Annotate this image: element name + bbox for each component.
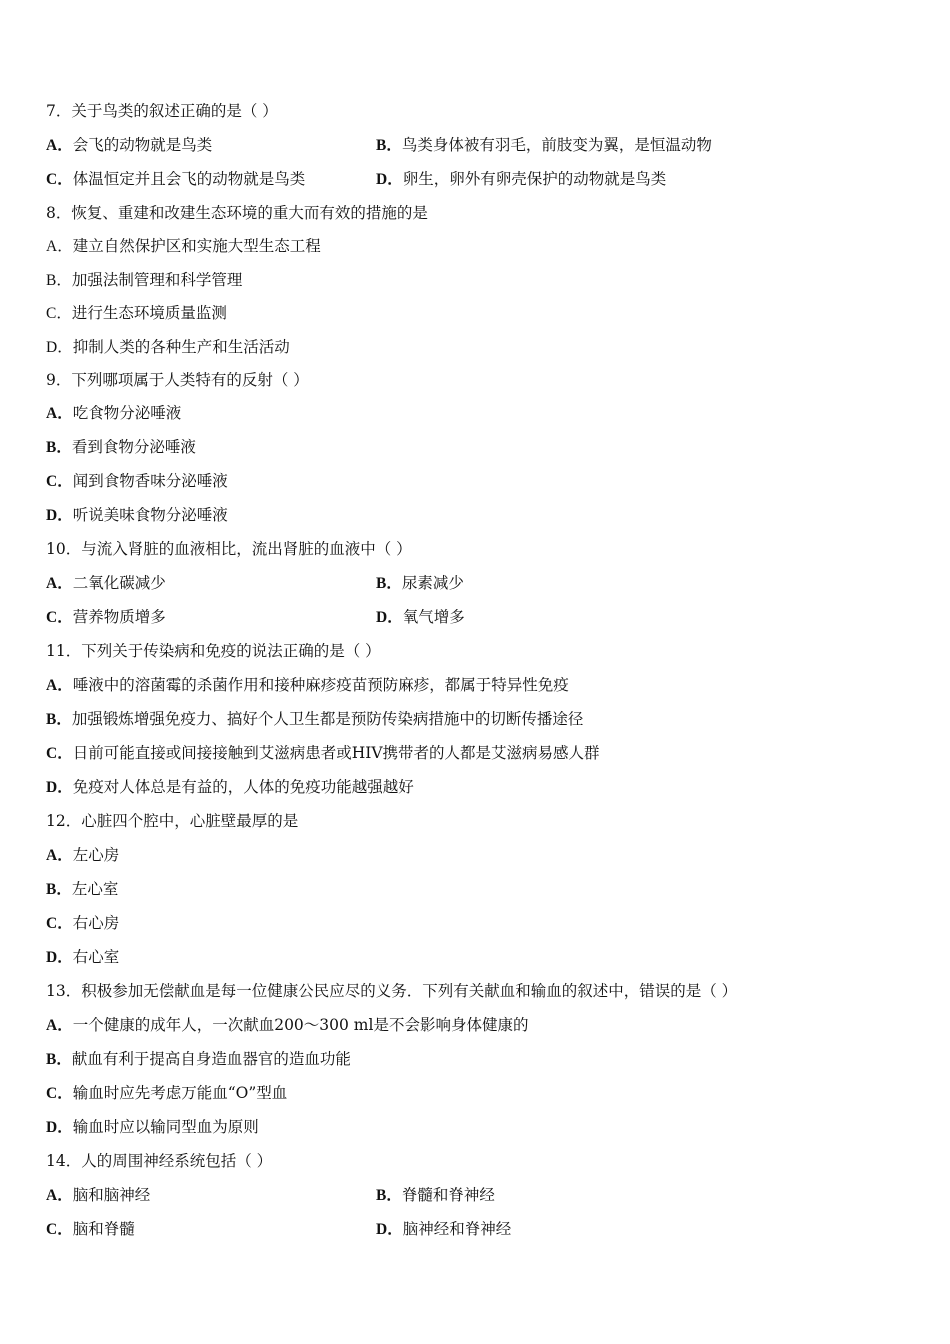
question-13-option-c: [46, 1083, 287, 1104]
question-8-option-d: [46, 337, 290, 358]
question-7-option-c: [46, 169, 305, 190]
option-letter: A．: [46, 1017, 73, 1034]
question-8-stem: 8．恢复、重建和改建生态环境的重大而有效的措施的是: [46, 204, 428, 222]
option-text: 脊髓和脊神经: [401, 1186, 495, 1204]
question-13-option-a: [46, 1015, 528, 1036]
option-text: 脑和脑神经: [72, 1186, 151, 1204]
option-letter: A．: [46, 677, 73, 694]
option-text: 闻到食物香味分泌唾液: [72, 472, 228, 490]
option-text: 右心室: [72, 948, 120, 966]
option-letter: B．: [376, 1187, 402, 1204]
option-text: 鸟类身体被有羽毛，前肢变为翼，是恒温动物: [401, 136, 712, 154]
option-text: 氧气增多: [402, 608, 465, 626]
option-letter: A．: [46, 1187, 73, 1204]
option-text: 脑神经和脊神经: [402, 1220, 512, 1238]
option-letter: C．: [46, 1085, 73, 1102]
option-text: 输血时应先考虑万能血“O”型血: [72, 1084, 288, 1102]
question-10-option-a: [46, 573, 166, 594]
option-letter: D．: [376, 609, 403, 626]
option-letter: B．: [46, 1051, 72, 1068]
option-letter: C．: [46, 473, 73, 490]
option-text: 吃食物分泌唾液: [72, 404, 182, 422]
question-7-stem: 7．关于鸟类的叙述正确的是（ ）: [46, 102, 278, 120]
question-9-option-c: [46, 471, 228, 492]
question-11-stem: 11．下列关于传染病和免疫的说法正确的是（ ）: [46, 642, 381, 660]
option-text: 听说美味食物分泌唾液: [72, 506, 228, 524]
option-letter: B．: [376, 137, 402, 154]
question-7-option-d: [376, 169, 666, 190]
option-letter: B．: [46, 881, 72, 898]
question-14-stem: 14．人的周围神经系统包括（ ）: [46, 1152, 273, 1170]
option-text: 体温恒定并且会飞的动物就是鸟类: [72, 170, 306, 188]
option-letter: D．: [46, 779, 73, 796]
option-letter: A．: [46, 238, 73, 255]
question-13-stem: 13．积极参加无偿献血是每一位健康公民应尽的义务．下列有关献血和输血的叙述中，错误的是（ ）: [46, 982, 738, 1000]
question-13-option-d: [46, 1117, 259, 1138]
option-text: 看到食物分泌唾液: [71, 438, 196, 456]
option-text: 输血时应以输同型血为原则: [72, 1118, 259, 1136]
option-letter: C．: [46, 305, 72, 322]
option-letter: C．: [46, 915, 73, 932]
option-letter: D．: [376, 1221, 403, 1238]
question-12-option-c: [46, 913, 119, 934]
option-letter: C．: [46, 171, 73, 188]
option-text: 献血有利于提高自身造血器官的造血功能: [71, 1050, 351, 1068]
option-text: 右心房: [72, 914, 120, 932]
question-13-option-b: [46, 1049, 351, 1070]
option-text: 免疫对人体总是有益的，人体的免疫功能越强越好: [72, 778, 414, 796]
option-text: 加强锻炼增强免疫力、搞好个人卫生都是预防传染病措施中的切断传播途径: [71, 710, 584, 728]
option-letter: A．: [46, 847, 73, 864]
question-14-option-a: [46, 1185, 150, 1206]
option-letter: A．: [46, 405, 73, 422]
option-text: 一个健康的成年人，一次献血200～300 ml是不会影响身体健康的: [72, 1016, 529, 1034]
option-letter: D．: [46, 339, 73, 356]
question-11-option-b: [46, 709, 583, 730]
question-12-option-b: [46, 879, 118, 900]
option-letter: B．: [46, 272, 72, 289]
option-text: 抑制人类的各种生产和生活活动: [72, 338, 290, 356]
question-9-option-d: [46, 505, 228, 526]
option-text: 进行生态环境质量监测: [71, 304, 227, 322]
question-9-option-b: [46, 437, 196, 458]
question-11-option-c: [46, 743, 600, 764]
option-text: 二氧化碳减少: [72, 574, 166, 592]
question-14-option-c: [46, 1219, 135, 1240]
option-text: 左心房: [72, 846, 120, 864]
question-8-option-b: [46, 270, 242, 291]
option-letter: D．: [46, 949, 73, 966]
question-14-option-b: [376, 1185, 495, 1206]
option-text: 唾液中的溶菌霉的杀菌作用和接种麻疹疫苗预防麻疹，都属于特异性免疫: [72, 676, 569, 694]
option-letter: B．: [46, 439, 72, 456]
question-7-option-a: [46, 135, 212, 156]
question-9-stem: 9．下列哪项属于人类特有的反射（ ）: [46, 371, 309, 389]
question-10-option-d: [376, 607, 465, 628]
option-letter: C．: [46, 609, 73, 626]
option-text: 左心室: [71, 880, 119, 898]
option-letter: C．: [46, 745, 73, 762]
question-10-stem: 10．与流入肾脏的血液相比，流出肾脏的血液中（ ）: [46, 540, 412, 558]
option-letter: D．: [46, 507, 73, 524]
question-8-option-a: [46, 236, 321, 257]
question-8-option-c: [46, 303, 227, 324]
option-text: 尿素减少: [401, 574, 464, 592]
question-7-option-b: [376, 135, 712, 156]
question-12-option-d: [46, 947, 119, 968]
option-letter: B．: [376, 575, 402, 592]
question-14-option-d: [376, 1219, 511, 1240]
option-text: 卵生，卵外有卵壳保护的动物就是鸟类: [402, 170, 667, 188]
question-10-option-c: [46, 607, 166, 628]
question-11-option-a: [46, 675, 569, 696]
question-9-option-a: [46, 403, 181, 424]
option-letter: A．: [46, 575, 73, 592]
option-text: 建立自然保护区和实施大型生态工程: [72, 237, 321, 255]
option-letter: D．: [376, 171, 403, 188]
question-12-stem: 12．心脏四个腔中，心脏壁最厚的是: [46, 812, 299, 830]
option-text: 日前可能直接或间接接触到艾滋病患者或HIV携带者的人都是艾滋病易感人群: [72, 744, 600, 762]
option-letter: C．: [46, 1221, 73, 1238]
question-10-option-b: [376, 573, 464, 594]
question-11-option-d: [46, 777, 414, 798]
option-text: 脑和脊髓: [72, 1220, 135, 1238]
option-text: 营养物质增多: [72, 608, 166, 626]
question-12-option-a: [46, 845, 119, 866]
option-text: 会飞的动物就是鸟类: [72, 136, 213, 154]
option-letter: A．: [46, 137, 73, 154]
option-letter: D．: [46, 1119, 73, 1136]
option-letter: B．: [46, 711, 72, 728]
option-text: 加强法制管理和科学管理: [71, 271, 243, 289]
